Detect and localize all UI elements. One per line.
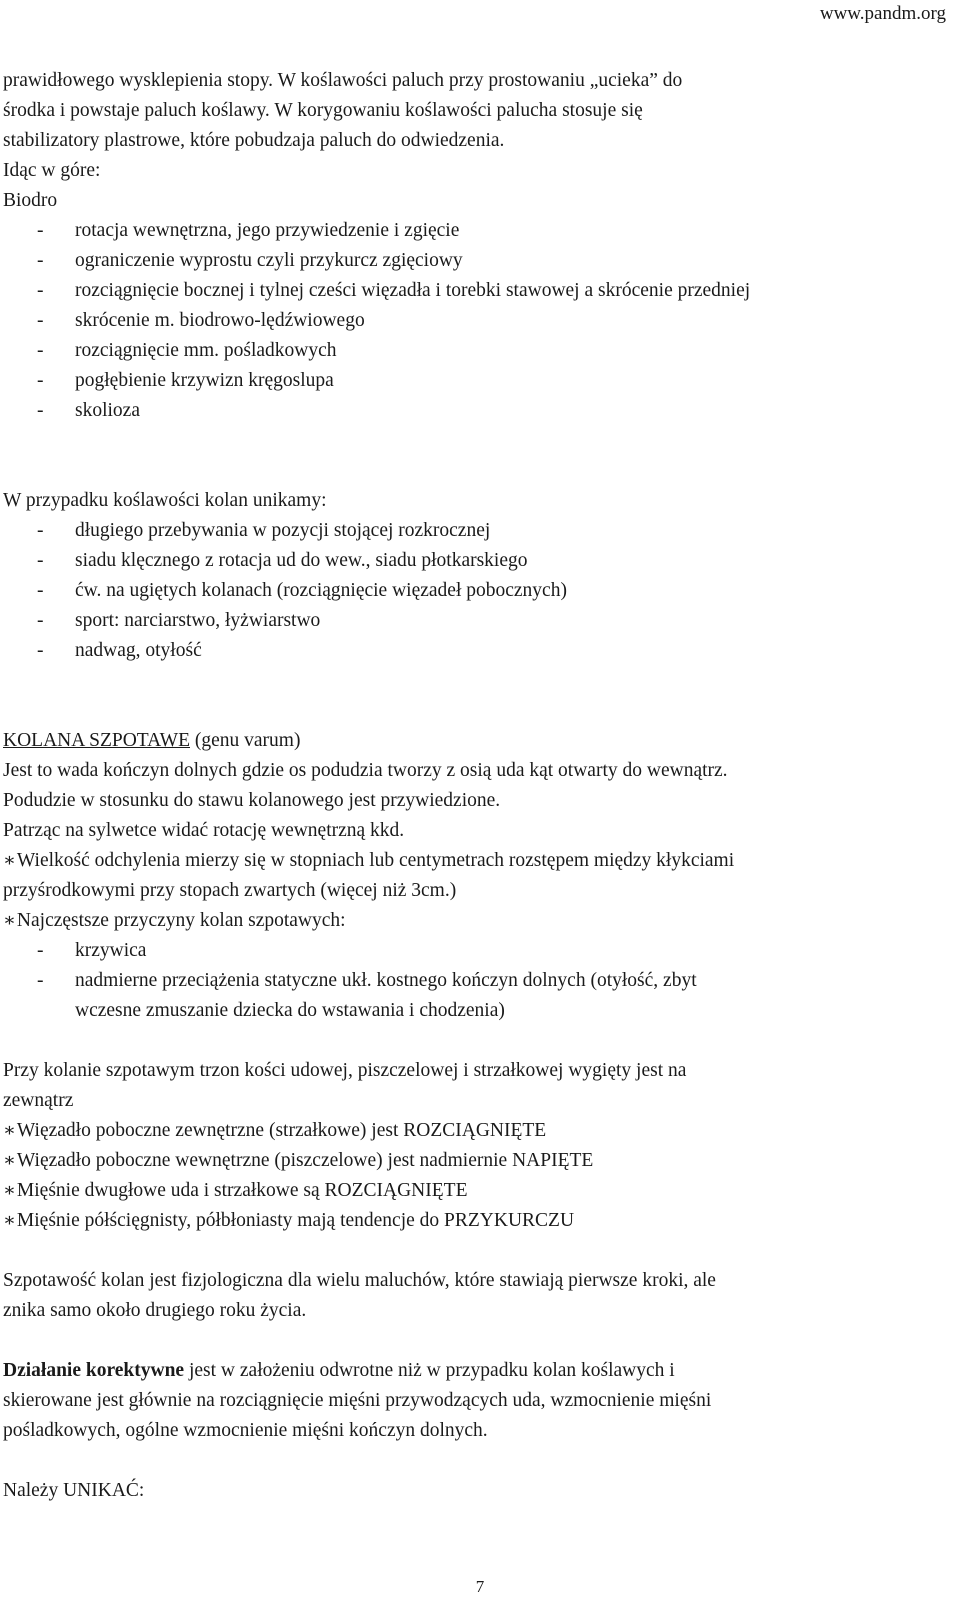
correction-line: Działanie korektywne jest w założeniu odwrotne niż w przypadku kolan koślawych i: [3, 1360, 675, 1381]
dash-bullet: -: [37, 220, 44, 241]
list-item: - rozciągnięcie mm. pośladkowych: [3, 336, 953, 366]
dash-bullet: -: [37, 970, 44, 991]
causes-heading: ∗Najczęstsze przyczyny kolan szpotawych:: [3, 910, 346, 931]
page-number: 7: [475, 1577, 485, 1596]
valgus-heading: W przypadku koślawości kolan unikamy:: [3, 490, 327, 511]
dash-bullet: -: [37, 580, 44, 601]
star-item: ∗Więzadło poboczne wewnętrzne (piszczelowe) jest nadmiernie NAPIĘTE: [3, 1150, 594, 1171]
dash-bullet: -: [37, 400, 44, 421]
varum-title: KOLANA SZPOTAWE: [3, 730, 190, 751]
list-item: - ćw. na ugiętych kolanach (rozciągnięcie więzadeł pobocznych): [3, 576, 953, 606]
measure-line: przyśrodkowymi przy stopach zwartych (więcej niż 3cm.): [3, 880, 457, 901]
list-item: - nadmierne przeciążenia statyczne ukł. kostnego kończyn dolnych (otyłość, zbyt: [3, 966, 953, 996]
list-item: - ograniczenie wyprostu czyli przykurcz zgięciowy: [3, 246, 953, 276]
asterisk-bullet: ∗: [3, 910, 16, 931]
list-item: - pogłębienie krzywizn kręgoslupa: [3, 366, 953, 396]
dash-bullet: -: [37, 250, 44, 271]
star-list: [3, 1116, 953, 1236]
physiology-line: znika samo około drugiego roku życia.: [3, 1300, 307, 1321]
dash-bullet: -: [37, 520, 44, 541]
star-item: ∗Mięśnie półścięgnisty, półbłoniasty mają tendencje do PRZYKURCZU: [3, 1210, 575, 1231]
correction-line: skierowane jest głównie na rozciągnięcie mięśni przywodzących uda, wzmocnienie mięśni: [3, 1390, 712, 1411]
correction-line: pośladkowych, ogólne wzmocnienie mięśni kończyn dolnych.: [3, 1420, 488, 1441]
bones-line: Przy kolanie szpotawym trzon kości udowej, piszczelowej i strzałkowej wygięty jest na: [3, 1060, 687, 1081]
list-item: - skrócenie m. biodrowo-lędźwiowego: [3, 306, 953, 336]
document-body: [3, 66, 953, 1506]
asterisk-bullet: ∗: [3, 850, 16, 871]
causes-list: [3, 936, 953, 1026]
intro-line: stabilizatory plastrowe, które pobudzaja paluch do odwiedzenia.: [3, 130, 505, 151]
dash-bullet: -: [37, 940, 44, 961]
asterisk-bullet: ∗: [3, 1180, 16, 1201]
varum-title-suffix: (genu varum): [190, 730, 301, 751]
hip-list: [3, 216, 953, 426]
dash-bullet: -: [37, 550, 44, 571]
list-item: - skolioza: [3, 396, 953, 426]
list-item: - rotacja wewnętrzna, jego przywiedzenie i zgięcie: [3, 216, 953, 246]
correction-bold: Działanie korektywne: [3, 1360, 185, 1381]
varum-heading: [3, 726, 953, 756]
asterisk-bullet: ∗: [3, 1120, 16, 1141]
dash-bullet: -: [37, 280, 44, 301]
list-item: - krzywica: [3, 936, 953, 966]
list-item: - długiego przebywania w pozycji stojącej rozkrocznej: [3, 516, 953, 546]
list-item: - rozciągnięcie bocznej i tylnej cześci więzadła i torebki stawowej a skrócenie przedniej: [3, 276, 953, 306]
dash-bullet: -: [37, 310, 44, 331]
asterisk-bullet: ∗: [3, 1210, 16, 1231]
list-item: - sport: narciarstwo, łyżwiarstwo: [3, 606, 953, 636]
valgus-list: [3, 516, 953, 666]
hip-heading: Biodro: [3, 190, 58, 211]
intro-line: środka i powstaje paluch koślawy. W korygowaniu koślawości palucha stosuje się: [3, 100, 643, 121]
varum-line: Patrząc na sylwetce widać rotację wewnętrzną kkd.: [3, 820, 405, 841]
measure-line: ∗Wielkość odchylenia mierzy się w stopniach lub centymetrach rozstępem między kłykciami: [3, 850, 735, 871]
list-item: - nadwag, otyłość: [3, 636, 953, 666]
physiology-line: Szpotawość kolan jest fizjologiczna dla wielu maluchów, które stawiają pierwsze kroki, ale: [3, 1270, 716, 1291]
going-up-label: Idąc w góre:: [3, 160, 101, 181]
dash-bullet: -: [37, 340, 44, 361]
dash-bullet: -: [37, 640, 44, 661]
varum-line: Podudzie w stosunku do stawu kolanowego jest przywiedzione.: [3, 790, 501, 811]
varum-line: Jest to wada kończyn dolnych gdzie os podudzia tworzy z osią uda kąt otwarty do wewnątrz.: [3, 760, 728, 781]
list-item-continuation: wczesne zmuszanie dziecka do wstawania i chodzenia): [75, 1000, 505, 1021]
list-item: - siadu klęcznego z rotacja ud do wew., siadu płotkarskiego: [3, 546, 953, 576]
asterisk-bullet: ∗: [3, 1150, 16, 1171]
star-item: ∗Więzadło poboczne zewnętrzne (strzałkowe) jest ROZCIĄGNIĘTE: [3, 1120, 547, 1141]
bones-line: zewnątrz: [3, 1090, 74, 1111]
star-item: ∗Mięśnie dwugłowe uda i strzałkowe są ROZCIĄGNIĘTE: [3, 1180, 468, 1201]
site-url: www.pandm.org: [819, 3, 946, 24]
dash-bullet: -: [37, 370, 44, 391]
intro-line: prawidłowego wysklepienia stopy. W koślawości paluch przy prostowaniu „ucieka” do: [3, 70, 683, 91]
dash-bullet: -: [37, 610, 44, 631]
avoid-heading: Należy UNIKAĆ:: [3, 1480, 145, 1501]
